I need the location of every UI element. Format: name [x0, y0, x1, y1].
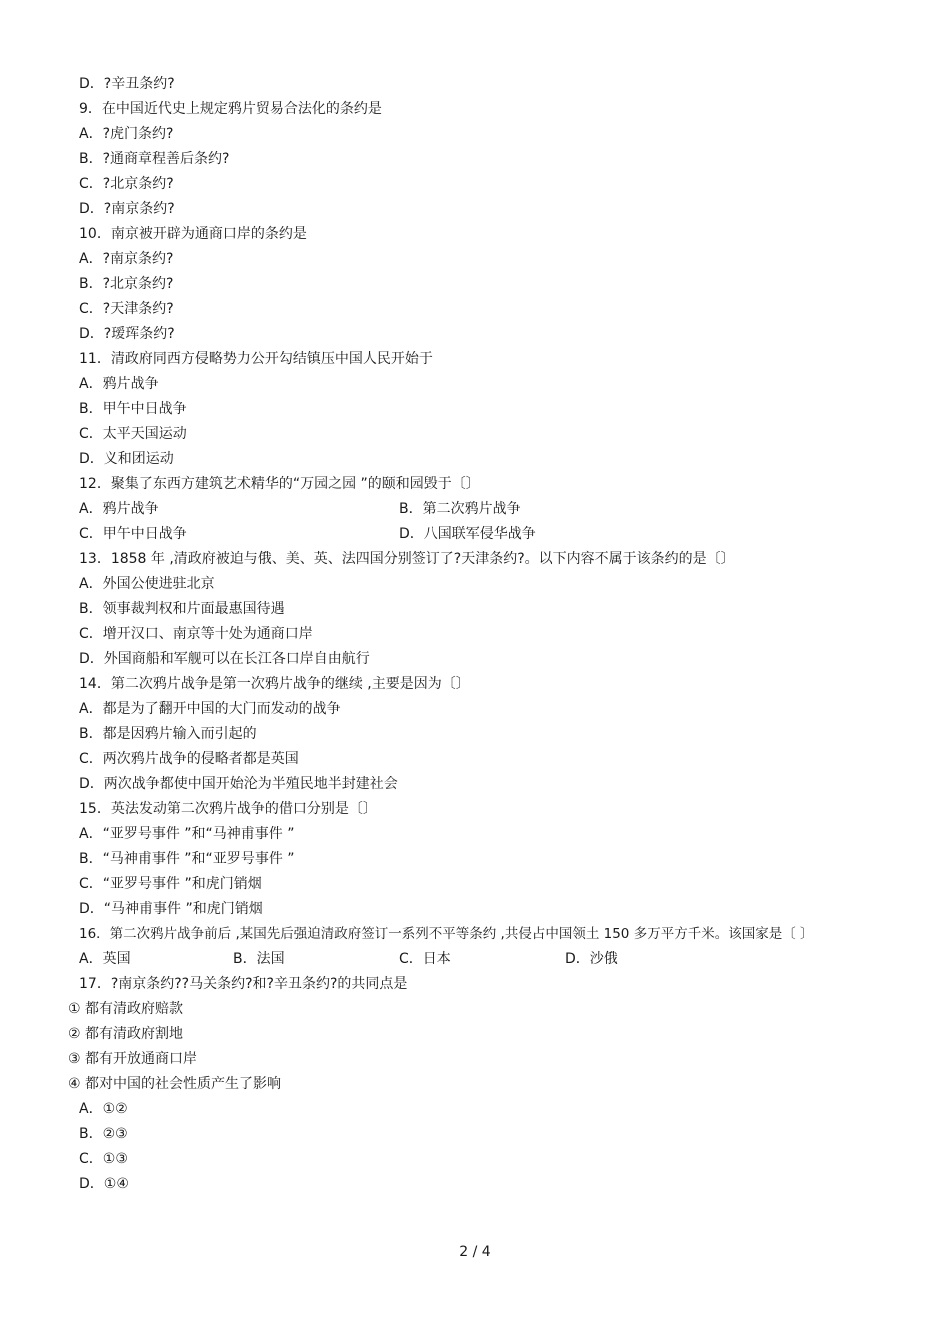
option-line: A．?虎门条约?	[79, 126, 174, 142]
option-line: B．?通商章程善后条约?	[79, 151, 230, 167]
option-line: B．领事裁判权和片面最惠国待遇	[79, 601, 285, 617]
q12-option-row	[0, 497, 950, 522]
option-line: D．?辛丑条约?	[79, 76, 175, 92]
option-line: D．?瑷珲条约?	[79, 326, 175, 342]
option-line: A．鸦片战争	[79, 376, 159, 392]
q17-option: B．②③	[79, 1126, 128, 1142]
option-line: C．“亚罗号事件 ”和虎门销烟	[79, 876, 262, 892]
option-line: A．?南京条约?	[79, 251, 174, 267]
q16-option-d: D．沙俄	[565, 951, 618, 967]
q12-option-d: D．八国联军侵华战争	[399, 526, 536, 542]
option-line: A．都是为了翻开中国的大门而发动的战争	[79, 701, 341, 717]
option-line: B．?北京条约?	[79, 276, 174, 292]
q17-option: A．①②	[79, 1101, 128, 1117]
option-line: B．“马神甫事件 ”和“亚罗号事件 ”	[79, 851, 295, 867]
option-line: C．太平天国运动	[79, 426, 187, 442]
option-line: D．“马神甫事件 ”和虎门销烟	[79, 901, 263, 917]
q16-option-row	[0, 947, 950, 972]
question-11: 11．清政府同西方侵略势力公开勾结镇压中国人民开始于	[79, 351, 433, 367]
option-line: C．?天津条约?	[79, 301, 174, 317]
question-10: 10．南京被开辟为通商口岸的条约是	[79, 226, 307, 242]
question-9: 9．在中国近代史上规定鸦片贸易合法化的条约是	[79, 101, 382, 117]
option-line: C．增开汉口、南京等十处为通商口岸	[79, 626, 313, 642]
q17-option: C．①③	[79, 1151, 128, 1167]
q17-option: D．①④	[79, 1176, 129, 1192]
q17-statement: ④ 都对中国的社会性质产生了影响	[68, 1076, 282, 1092]
option-line: C．?北京条约?	[79, 176, 174, 192]
q16-option-a: A．英国	[79, 951, 131, 967]
q12-option-row	[0, 522, 950, 547]
q17-statement: ③ 都有开放通商口岸	[68, 1051, 198, 1067]
option-line: D．两次战争都使中国开始沦为半殖民地半封建社会	[79, 776, 398, 792]
question-17: 17．?南京条约??马关条约?和?辛丑条约?的共同点是	[79, 976, 408, 992]
question-15: 15．英法发动第二次鸦片战争的借口分别是〔〕	[79, 801, 377, 817]
question-13: 13．1858 年 ,清政府被迫与俄、美、英、法四国分别签订了?天津条约?。以下内容不属于该条约的是〔〕	[79, 551, 735, 567]
option-line: D．?南京条约?	[79, 201, 175, 217]
option-line: B．甲午中日战争	[79, 401, 187, 417]
q16-option-b: B．法国	[233, 951, 285, 967]
question-16: 16．第二次鸦片战争前后 ,某国先后强迫清政府签订一系列不平等条约 ,共侵占中国领土 150 多万平方千米。该国家是〔 〕	[79, 926, 814, 942]
page-number: 2 / 4	[459, 1244, 491, 1260]
q12-option-a: A．鸦片战争	[79, 501, 159, 517]
q16-option-c: C．日本	[399, 951, 451, 967]
question-12: 12．聚集了东西方建筑艺术精华的“万园之园 ”的颐和园毁于〔〕	[79, 476, 480, 492]
q17-statement: ② 都有清政府割地	[68, 1026, 184, 1042]
question-list	[0, 72, 950, 1197]
option-line: D．外国商船和军舰可以在长江各口岸自由航行	[79, 651, 370, 667]
option-line: B．都是因鸦片输入而引起的	[79, 726, 257, 742]
q12-option-c: C．甲午中日战争	[79, 526, 187, 542]
option-line: C．两次鸦片战争的侵略者都是英国	[79, 751, 299, 767]
q12-option-b: B．第二次鸦片战争	[399, 501, 521, 517]
q17-statement: ① 都有清政府赔款	[68, 1001, 184, 1017]
option-line: A．外国公使进驻北京	[79, 576, 215, 592]
option-line: D．义和团运动	[79, 451, 174, 467]
question-14: 14．第二次鸦片战争是第一次鸦片战争的继续 ,主要是因为〔〕	[79, 676, 470, 692]
option-line: A．“亚罗号事件 ”和“马神甫事件 ”	[79, 826, 295, 842]
